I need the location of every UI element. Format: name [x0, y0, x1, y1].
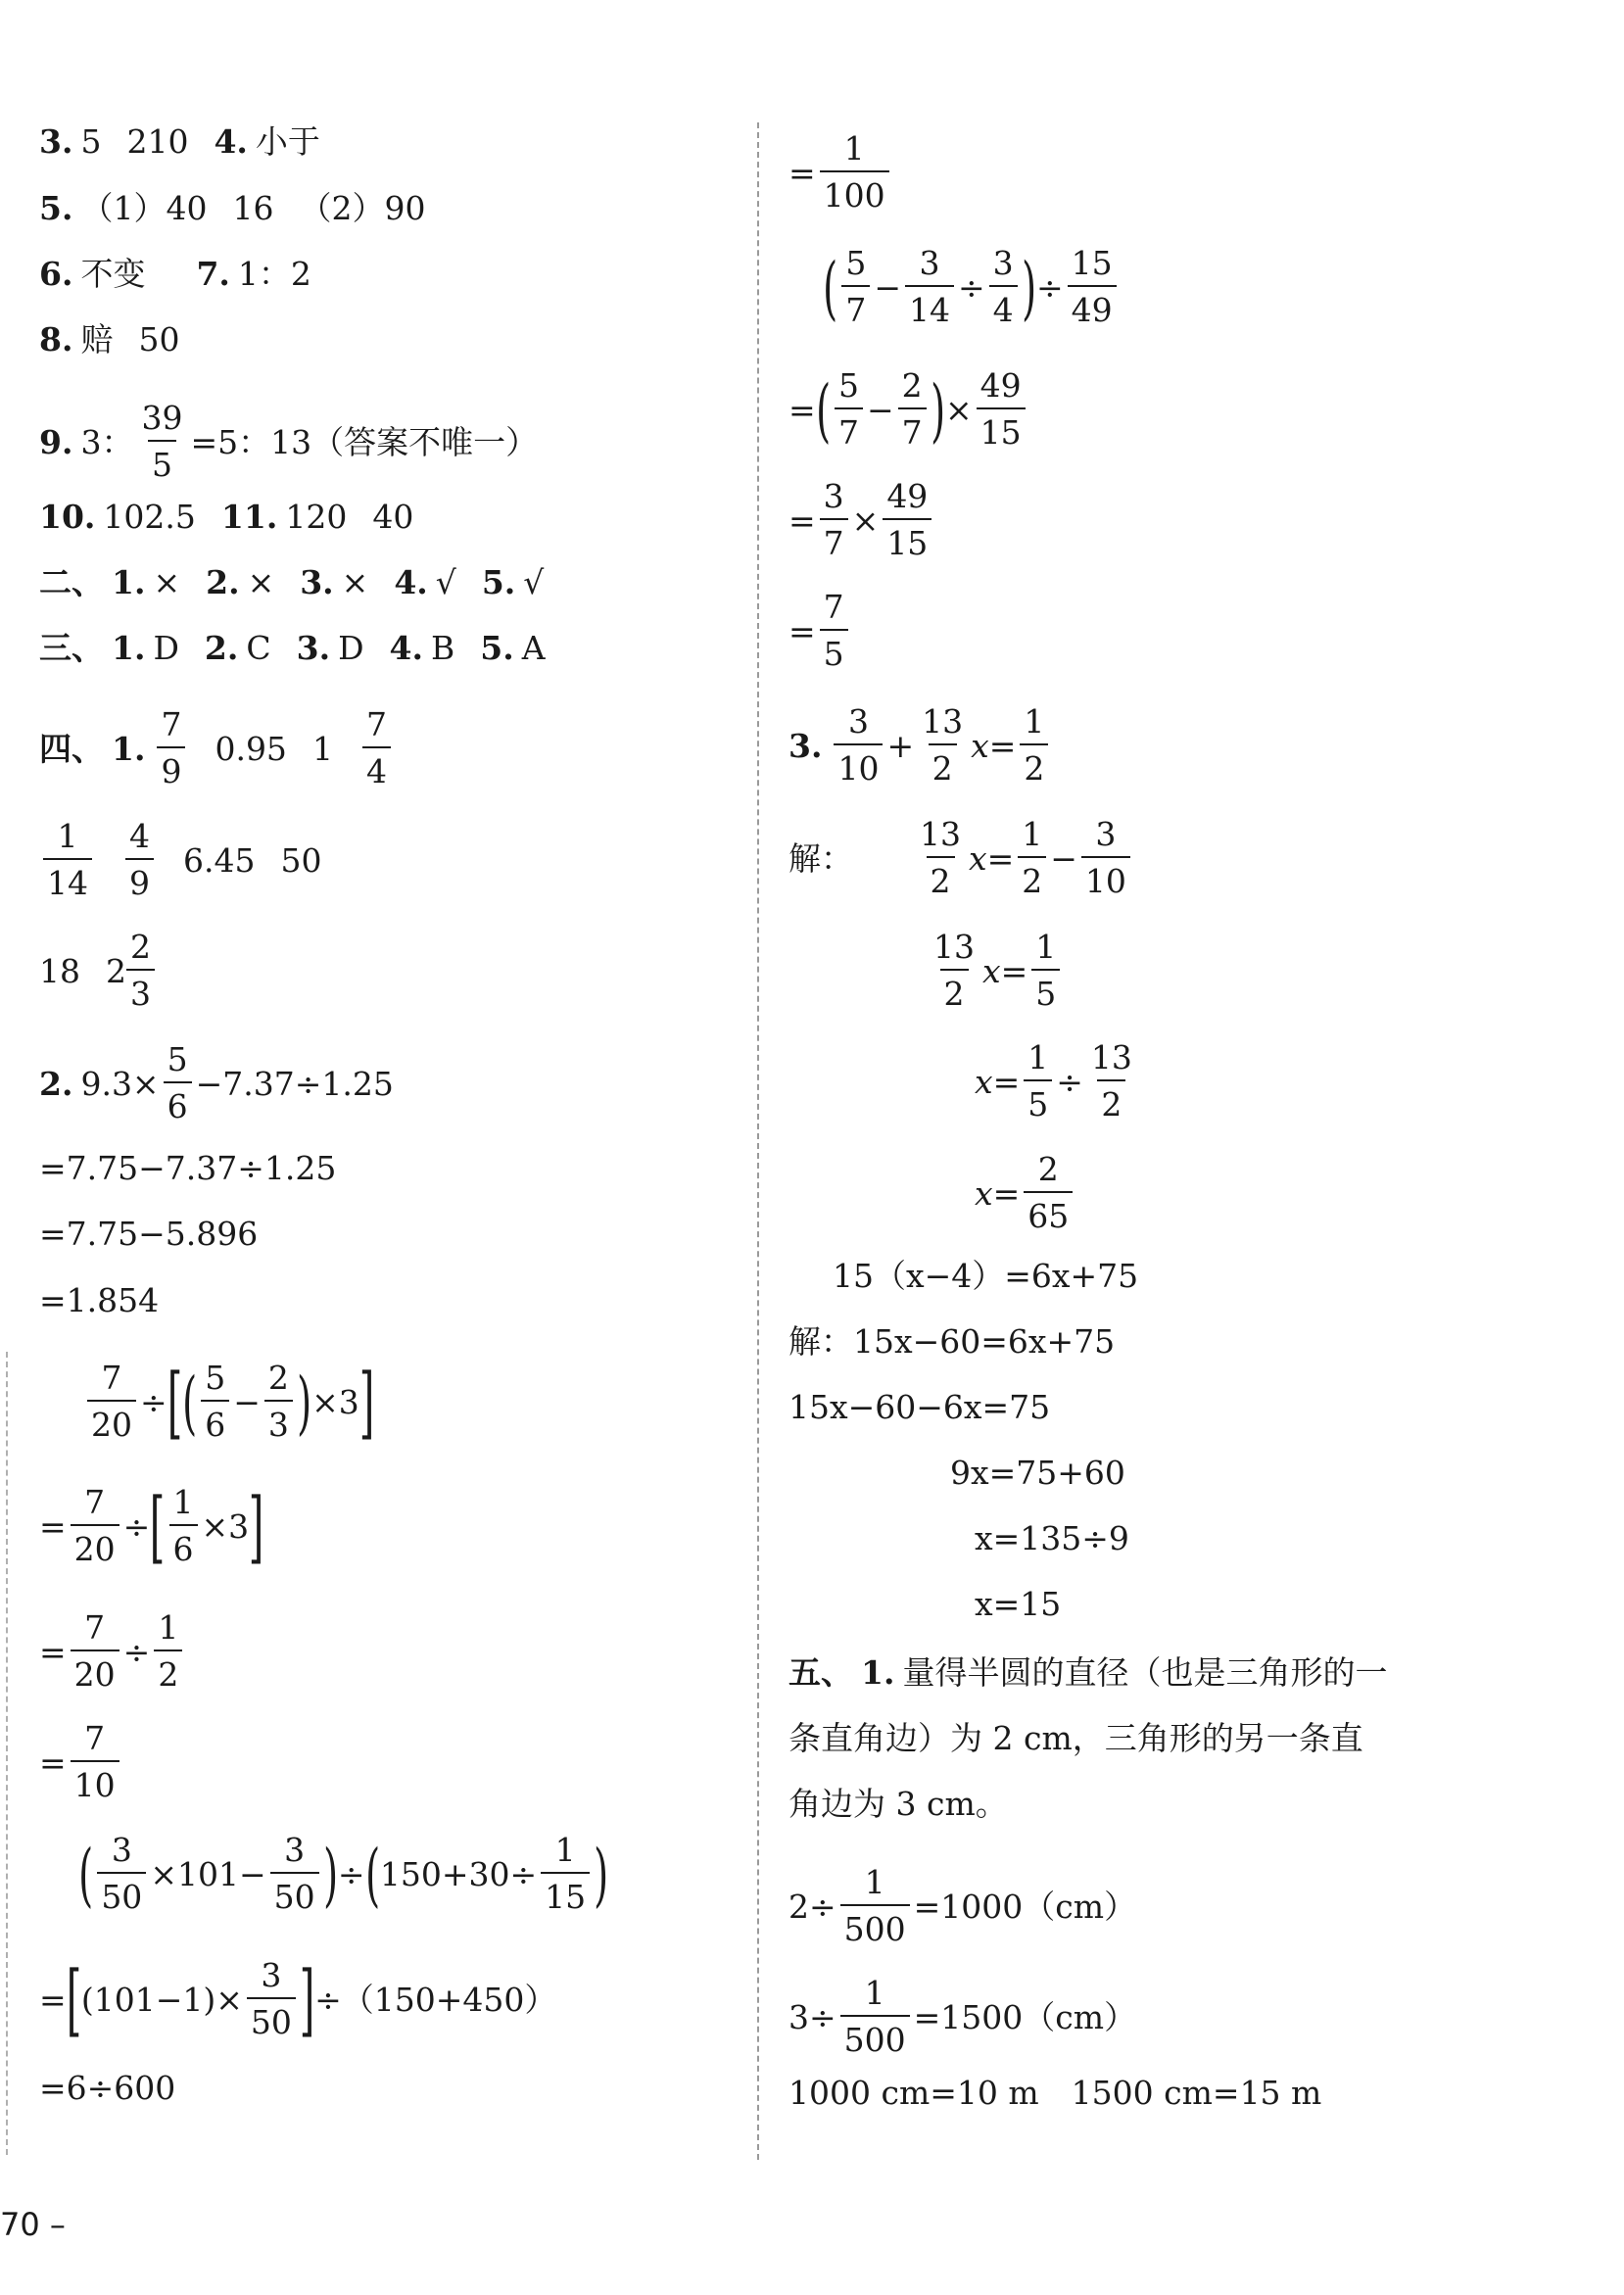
fraction: $\frac{13}{2}$: [930, 926, 979, 1018]
answer-line: =1.854: [39, 1281, 160, 1319]
fraction: $\frac{1}{500}$: [840, 1861, 910, 1953]
fraction: $\frac{39}{5}$: [137, 397, 186, 489]
answer-line: 2. 9.3× $\frac{5}{6}$ −7.37÷1.25: [39, 1038, 394, 1130]
fraction: $\frac{7}{4}$: [362, 703, 391, 795]
fraction: $\frac{1}{2}$: [1020, 700, 1048, 792]
fraction: $\frac{1}{2}$: [154, 1606, 182, 1698]
answer-line: = $\frac{1}{100}$: [788, 127, 893, 219]
fraction: $\frac{2}{3}$: [126, 926, 155, 1018]
fraction: $\frac{5}{6}$: [164, 1038, 192, 1130]
answer-line: 18 2 $\frac{2}{3}$: [39, 926, 159, 1018]
answer-line: 6. 不变 7. 1：2: [39, 255, 311, 293]
fraction: $\frac{3}{4}$: [989, 242, 1018, 334]
fraction: $\frac{1}{500}$: [840, 1972, 910, 2064]
answer-line: 15x−60−6x=75: [788, 1388, 1051, 1426]
fraction: $\frac{49}{15}$: [883, 475, 931, 567]
answer-line: x=135÷9: [975, 1519, 1129, 1557]
answer-line: 10. 102.5 11. 120 40: [39, 498, 414, 536]
answer-line: = $\frac{3}{7}$ × $\frac{49}{15}$: [788, 475, 935, 567]
answer-line: $\frac{1}{14}$ $\frac{4}{9}$ 6.45 50: [39, 815, 321, 907]
fraction: $\frac{7}{5}$: [820, 586, 848, 678]
answer-line: 解： $\frac{13}{2}$ x= $\frac{1}{2}$ − $\frac{3}{10}$: [788, 813, 1134, 905]
fraction: $\frac{3}{50}$: [97, 1829, 146, 1921]
answer-line: = $\frac{7}{5}$: [788, 586, 852, 678]
fraction: $\frac{4}{9}$: [125, 815, 154, 907]
fraction: $\frac{1}{6}$: [169, 1481, 198, 1573]
fraction: $\frac{2}{3}$: [264, 1357, 293, 1449]
answer-line: 9. 3： $\frac{39}{5}$ =5：13（答案不唯一）: [39, 397, 538, 489]
fraction: $\frac{7}{20}$: [71, 1606, 119, 1698]
fraction: $\frac{13}{2}$: [916, 813, 965, 905]
answer-line: $\frac{7}{20}$ ÷ [ ( $\frac{5}{6}$ − $\frac{2}{3}$ ) ×3 ]: [83, 1357, 374, 1449]
answer-line: 解：15x−60=6x+75: [788, 1322, 1116, 1361]
answer-line: 三、 1. D 2. C 3. D 4. B 5. A: [39, 629, 546, 667]
answer-line: 5. （1）40 16 （2）90: [39, 189, 426, 227]
fraction: $\frac{1}{2}$: [1018, 813, 1046, 905]
fraction: $\frac{3}{10}$: [834, 700, 883, 792]
fraction: $\frac{5}{7}$: [835, 364, 863, 456]
answer-line: 1000 cm=10 m 1500 cm=15 m: [788, 2074, 1322, 2112]
answer-line: 四、 1. $\frac{7}{9}$ 0.95 1 $\frac{7}{4}$: [39, 703, 395, 795]
fraction: $\frac{3}{50}$: [270, 1829, 319, 1921]
fraction: $\frac{5}{7}$: [841, 242, 870, 334]
margin-rule: [6, 1352, 8, 2155]
fraction: $\frac{2}{7}$: [898, 364, 927, 456]
answer-line: 2÷ $\frac{1}{500}$ =1000（cm）: [788, 1861, 1136, 1953]
fraction: $\frac{5}{6}$: [201, 1357, 229, 1449]
fraction: $\frac{1}{14}$: [43, 815, 92, 907]
fraction: $\frac{13}{2}$: [1087, 1036, 1136, 1128]
fraction: $\frac{1}{15}$: [541, 1829, 590, 1921]
fraction: $\frac{13}{2}$: [918, 700, 967, 792]
answer-line: = ( $\frac{5}{7}$ − $\frac{2}{7}$ ) × $\frac{49}{15}$: [788, 364, 1029, 456]
fraction: $\frac{3}{14}$: [905, 242, 954, 334]
answer-line: =7.75−7.37÷1.25: [39, 1149, 337, 1187]
answer-line: 二、 1. × 2. × 3. × 4. √ 5. √: [39, 563, 545, 601]
answer-line: 3. $\frac{3}{10}$ + $\frac{13}{2}$ x= $\frac{1}{2}$: [788, 700, 1052, 792]
answer-line: x= $\frac{2}{65}$: [975, 1148, 1076, 1240]
answer-line: 9x=75+60: [950, 1454, 1125, 1492]
fraction: $\frac{2}{65}$: [1024, 1148, 1073, 1240]
answer-line: $\frac{13}{2}$ x= $\frac{1}{5}$: [926, 926, 1064, 1018]
answer-line: = [ (101−1)× $\frac{3}{50}$ ] ÷（150+450）: [39, 1954, 557, 2045]
fraction: $\frac{1}{5}$: [1024, 1036, 1052, 1128]
answer-line: x= $\frac{1}{5}$ ÷ $\frac{13}{2}$: [975, 1036, 1140, 1128]
answer-line: = $\frac{7}{20}$ ÷ [ $\frac{1}{6}$ ×3 ]: [39, 1481, 264, 1572]
answer-line: =7.75−5.896: [39, 1215, 259, 1253]
fraction: $\frac{1}{100}$: [820, 127, 889, 219]
answer-line: 8. 赔 50: [39, 320, 180, 359]
answer-line: x=15: [975, 1585, 1062, 1623]
answer-line: 条直角边）为 2 cm，三角形的另一条直: [788, 1719, 1363, 1757]
answer-line: ( $\frac{5}{7}$ − $\frac{3}{14}$ ÷ $\frac{3}{4}$ ) ÷ $\frac{15}{49}$: [823, 242, 1121, 334]
answer-line: ( $\frac{3}{50}$ ×101− $\frac{3}{50}$ ) ÷ ( 150+30÷ $\frac{1}{15}$ ): [78, 1829, 608, 1921]
answer-line: = $\frac{7}{10}$: [39, 1717, 123, 1809]
column-divider: [757, 122, 759, 2160]
fraction: $\frac{15}{49}$: [1068, 242, 1117, 334]
fraction: $\frac{3}{50}$: [247, 1954, 296, 2046]
answer-line: 3÷ $\frac{1}{500}$ =1500（cm）: [788, 1972, 1136, 2064]
answer-line: 15（x−4）=6x+75: [833, 1257, 1139, 1295]
fraction: $\frac{7}{10}$: [71, 1717, 119, 1809]
answer-line: 五、 1. 量得半圆的直径（也是三角形的一: [788, 1653, 1388, 1692]
fraction: $\frac{49}{15}$: [977, 364, 1026, 456]
fraction: $\frac{1}{5}$: [1031, 926, 1060, 1018]
fraction: $\frac{7}{9}$: [157, 703, 185, 795]
fraction: $\frac{3}{10}$: [1081, 813, 1130, 905]
answer-line: = $\frac{7}{20}$ ÷ $\frac{1}{2}$: [39, 1606, 186, 1698]
answer-line: =6÷600: [39, 2069, 176, 2107]
fraction: $\frac{3}{7}$: [820, 475, 848, 567]
fraction: $\frac{7}{20}$: [71, 1481, 119, 1573]
answer-line: 3. 5 210 4. 小于: [39, 122, 320, 161]
fraction: $\frac{7}{20}$: [87, 1357, 136, 1449]
answer-line: 角边为 3 cm。: [788, 1785, 1008, 1823]
page-number: 70 –: [0, 2206, 66, 2243]
